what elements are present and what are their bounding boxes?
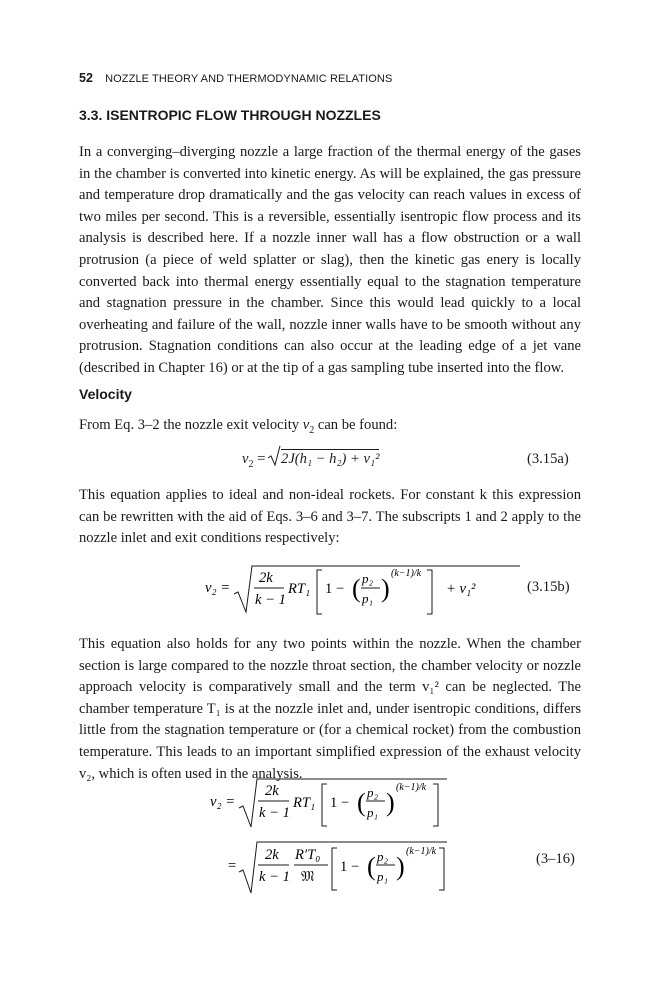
eq2-den: k − 1 bbox=[255, 592, 286, 608]
eq3-p-den-2: p₁ bbox=[377, 869, 389, 884]
eq3-p-num-2: p₂ bbox=[377, 849, 389, 864]
eq3-second-equals: = bbox=[228, 858, 237, 874]
equation-3-15b bbox=[200, 562, 530, 622]
intro-paragraph: In a converging–diverging nozzle a large fraction of the thermal energy of the gases in the chamber is converted into kinetic energy. As will be explained, the gas pressure and temperature drop dramatically and the gas velocity can reach values in excess of two miles per second. This is a reversible, essentially isentropic flow process and its analysis is described here. If a nozzle inner wall has a flow obstruction or a wall protrusion (a piece of weld splatter or slag), then the kinetic gas enery is locally converted back into thermal energy essentially equal to the stagnation temperature and stagnation pressure in the chamber. Since this would lead quickly to a local overheating and failure of the wall, nozzle inner walls have to be smooth without any protrusion. Stagnation conditions can also occur at the leading edge of a jet vane (described in Chapter 16) or at the tip of a gas sampling tube inserted into the flow. bbox=[79, 144, 581, 376]
eq2-exponent: (k−1)/k bbox=[391, 568, 422, 579]
eq1-label: (3.15a) bbox=[527, 451, 569, 467]
eq2-one-minus: 1 − bbox=[325, 581, 345, 597]
eq3-label: (3–16) bbox=[536, 851, 575, 867]
eq2-num: 2k bbox=[259, 570, 273, 586]
eq3-right-bracket-2 bbox=[439, 848, 444, 890]
eq3-rt2-den: 𝔐 bbox=[301, 869, 315, 885]
velocity-lead-text: From Eq. 3–2 the nozzle exit velocity bbox=[79, 417, 303, 433]
eq2-rt: RT₁ bbox=[288, 581, 311, 597]
eq3-left-bracket-1 bbox=[322, 784, 327, 826]
velocity-lead-subscript: 2 bbox=[309, 425, 315, 436]
eq2-label: (3.15b) bbox=[527, 579, 570, 595]
running-header bbox=[79, 71, 579, 85]
eq2-p-num: p₂ bbox=[362, 571, 374, 586]
velocity-lead-tail: can be found: bbox=[314, 417, 398, 433]
eq3-right-paren-2: ) bbox=[396, 852, 405, 881]
section-title: 3.3. ISENTROPIC FLOW THROUGH NOZZLES bbox=[79, 107, 381, 123]
eq1-lhs-sub: 2 bbox=[248, 459, 254, 470]
eq3-left-bracket-2 bbox=[332, 848, 337, 890]
eq3-exponent-2: (k−1)/k bbox=[406, 846, 437, 857]
eq2-lhs: v₂ = bbox=[205, 580, 231, 596]
eq3-right-bracket-1 bbox=[433, 784, 438, 826]
eq1-sqrt bbox=[269, 449, 379, 468]
eq3-left-paren-1: ( bbox=[357, 788, 366, 817]
after-eq1-paragraph: This equation applies to ideal and non-ideal rockets. For constant k this expression can be rewritten with the aid of Eqs. 3–6 and 3–7. The subscripts 1 and 2 apply to the nozzle inlet and exit conditions respectively: bbox=[79, 487, 581, 547]
eq3-one-minus-2: 1 − bbox=[340, 859, 360, 875]
velocity-lead-paragraph bbox=[79, 415, 581, 438]
eq3-one-minus: 1 − bbox=[330, 795, 350, 811]
page-number: 52 bbox=[79, 71, 94, 85]
eq3-den2: k − 1 bbox=[259, 869, 290, 885]
eq3-den: k − 1 bbox=[259, 805, 290, 821]
eq3-rt: RT₁ bbox=[293, 795, 316, 811]
eq2-left-bracket bbox=[317, 570, 322, 614]
eq3-p-num: p₂ bbox=[367, 785, 379, 800]
eq3-rt2-num: R′T₀ bbox=[295, 847, 321, 863]
eq1-lhs: v bbox=[242, 451, 249, 467]
eq2-p-den: p₁ bbox=[362, 591, 374, 606]
eq2-plus: + v₁² bbox=[446, 581, 476, 597]
subsection-title: Velocity bbox=[79, 386, 132, 402]
eq2-left-paren: ( bbox=[352, 574, 361, 603]
eq3-num2: 2k bbox=[265, 847, 279, 863]
eq2-right-paren: ) bbox=[381, 574, 390, 603]
running-title: NOZZLE THEORY AND THERMODYNAMIC RELATIONS bbox=[105, 73, 393, 85]
eq3-left-paren-2: ( bbox=[367, 852, 376, 881]
eq1-radical-sign bbox=[267, 445, 281, 467]
equation-3-15a: $v_2$ = 2J(h₁ − h₂) + v₁² bbox=[242, 449, 379, 468]
eq1-radicand: 2J(h₁ − h₂) + v₁² bbox=[281, 451, 380, 467]
eq3-exponent: (k−1)/k bbox=[396, 782, 427, 793]
after-eq2-paragraph: This equation also holds for any two points within the nozzle. When the chamber section is large compared to the nozzle throat section, the chamber velocity or nozzle approach velocity is comparatively small and the term v₁² can be neglected. The chamber temperature T₁ is at the nozzle inlet and, under isentropic conditions, differs little from the stagnation temperature or (for a chemical rocket) from the combustion temperature. This leads to an important simplified expression of the exhaust velocity v₂, which is often used in the analysis. bbox=[79, 636, 581, 782]
eq3-p-den: p₁ bbox=[367, 805, 379, 820]
eq3-num: 2k bbox=[265, 783, 279, 799]
equation-3-16 bbox=[195, 776, 470, 904]
eq2-right-bracket bbox=[427, 570, 432, 614]
velocity-lead-symbol: v bbox=[302, 417, 310, 433]
eq3-lhs: v₂ = bbox=[210, 794, 236, 810]
eq3-right-paren-1: ) bbox=[386, 788, 395, 817]
